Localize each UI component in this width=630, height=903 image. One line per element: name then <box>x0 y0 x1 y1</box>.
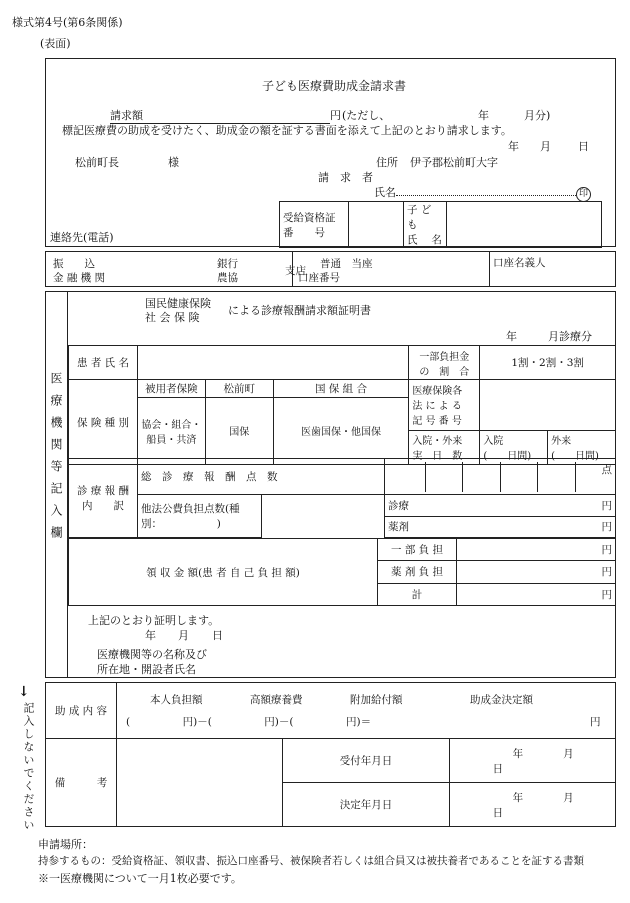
receipt-amount-label: 領 収 金 額(患 者 自 己 負 担 額) <box>69 539 378 606</box>
additional-label: 附加給付額 <box>350 693 403 706</box>
cert-title: による診療報酬請求額証明書 <box>228 304 371 317</box>
arrow-icon: ↓ <box>18 684 30 700</box>
total-field[interactable]: 円 <box>457 583 616 605</box>
insurance-type-label: 保 険 種 別 <box>69 380 138 465</box>
kyokai-option[interactable]: 協会・組合・船員・共済 <box>138 397 206 464</box>
inpatient-days[interactable]: 入院 ( 日間) <box>480 430 548 464</box>
aid-yen: 円 <box>590 715 601 728</box>
receipt-table <box>68 538 616 606</box>
partial-burden-field[interactable]: 円 <box>457 539 616 561</box>
aid-content-label: 助 成 内 容 <box>46 683 117 739</box>
high-cost-label: 高額療養費 <box>250 693 303 706</box>
account-cell[interactable] <box>293 252 490 287</box>
kokuho-option[interactable]: 国保 <box>205 397 273 464</box>
account-holder-label: 口座名義人 <box>493 257 546 269</box>
bring-items: 持参するもの：受給資格証、領収書、振込口座番号、被保険者若しくは組合員又は被扶養者であることを証する書類 <box>38 855 584 867</box>
certify-day: 日 <box>212 629 223 642</box>
seal-stamp-icon: 印 <box>576 187 591 202</box>
aid-content-field[interactable] <box>117 683 616 739</box>
date-month: 月 <box>540 140 551 153</box>
front-side-label: (表面) <box>40 37 71 50</box>
partial-burden-label: 一 部 負 担 <box>378 539 457 561</box>
name-field[interactable] <box>396 195 576 196</box>
account-type: 普通 当座 <box>320 258 373 270</box>
fee-table <box>68 458 616 538</box>
decision-date-field[interactable]: 年 月日 <box>449 783 615 827</box>
bank-table <box>45 251 616 287</box>
transfer-label: 振 込 <box>53 258 95 270</box>
nokyo-label: 農協 <box>217 272 238 284</box>
yakuzai-row[interactable]: 薬剤 円 <box>385 516 616 537</box>
account-holder-cell[interactable] <box>490 252 616 287</box>
branch-label: 支店 <box>285 265 306 277</box>
insurance-shaho: 社 会 保 険 <box>145 311 200 324</box>
bank-institution-cell[interactable] <box>46 252 306 287</box>
days-label: 入院・外来 実 日 数 <box>409 430 480 464</box>
certify-year: 年 <box>145 629 156 642</box>
do-not-write-note: 記入しないでください <box>22 702 35 832</box>
address-value: 伊予郡松前町大字 <box>410 156 498 169</box>
drug-burden-label: 薬 剤 負 担 <box>378 561 457 583</box>
request-title: 子ども医療費助成金請求書 <box>262 79 407 93</box>
sama-label: 様 <box>168 156 179 169</box>
receipt-date-field[interactable]: 年 月日 <box>449 739 615 783</box>
insurance-number-label: 医療保険各 法 に よ る 記 号 番 号 <box>409 380 480 431</box>
self-pay-label: 本人負担額 <box>150 693 203 706</box>
requester-label: 請 求 者 <box>318 171 373 184</box>
patient-name-label: 患 者 氏 名 <box>69 346 138 380</box>
cert-child-table <box>279 201 602 248</box>
yen-unit: 円 <box>330 109 341 122</box>
cert-year: 年 <box>506 330 517 343</box>
child-name-label: 子 ど も 氏 名 <box>404 202 447 248</box>
institution-label: 金 融 機 関 <box>53 272 106 284</box>
footer-note: ※一医療機関について一月1枚必要です。 <box>38 872 242 885</box>
period-month: 月分) <box>524 109 551 122</box>
address-label: 住所 <box>376 156 398 169</box>
request-amount-label: 請求額 <box>110 109 143 122</box>
cert-number-label: 受給資格証 番 号 <box>280 202 349 248</box>
date-day: 日 <box>578 140 589 153</box>
mayor-label: 松前町長 <box>75 156 119 169</box>
insured-label: 被用者保険 <box>138 380 206 398</box>
burden-ratio-label: 一部負担金 の 割 合 <box>409 346 480 380</box>
medical-side-label: 医療機関等記入欄 <box>49 372 63 548</box>
institution-label-2: 所在地・開設者氏名 <box>97 663 196 676</box>
period-year: 年 <box>478 109 489 122</box>
yakuzai-label: 薬剤 <box>388 521 409 534</box>
decision-amount-label: 助成金決定額 <box>470 693 533 706</box>
public-points-label[interactable]: 他法公費負担点数(種別： ) <box>138 495 262 538</box>
total-label: 計 <box>378 583 457 605</box>
request-statement: 標記医療費の助成を受けたく、助成金の額を証する書面を添えて上記のとおり請求します。 <box>62 124 512 137</box>
shinryo-label: 診療 <box>388 499 409 512</box>
patient-table <box>68 345 616 465</box>
certify-text: 上記のとおり証明します。 <box>88 614 220 627</box>
remarks-field[interactable] <box>117 739 283 827</box>
name-label: 氏名 <box>374 186 396 199</box>
outpatient-days[interactable]: 外来 ( 日間) <box>548 430 616 464</box>
total-points-label: 総 診 療 報 酬 点 数 <box>138 459 385 495</box>
burden-ratio-value[interactable]: 1割・2割・3割 <box>480 346 616 380</box>
matsumae-label: 松前町 <box>205 380 273 398</box>
drug-burden-field[interactable]: 円 <box>457 561 616 583</box>
remarks-label: 備 考 <box>46 739 117 827</box>
certify-month: 月 <box>178 629 189 642</box>
office-table <box>45 682 616 827</box>
cert-month: 月診療分 <box>548 330 592 343</box>
cert-number-field[interactable] <box>349 202 404 248</box>
insurance-kokuho: 国民健康保険 <box>145 297 211 310</box>
ishi-kokuho-option[interactable]: 医歯国保・他国保 <box>273 397 409 464</box>
institution-label-1: 医療機関等の名称及び <box>97 648 207 661</box>
total-points-field[interactable] <box>385 459 616 495</box>
aid-formula: ( 円)－( 円)－( 円)＝ <box>126 715 372 728</box>
form-number: 様式第4号(第6条関係) <box>12 16 123 29</box>
receipt-date-label: 受付年月日 <box>283 739 449 783</box>
application-place: 申請場所： <box>38 838 93 851</box>
shinryo-row[interactable]: 診療 円 <box>385 495 616 516</box>
tadashi-text: (ただし、 <box>342 109 391 122</box>
contact-label: 連絡先(電話) <box>50 231 114 244</box>
insurance-number-field[interactable] <box>480 380 616 431</box>
account-number-label: 口座番号 <box>298 272 340 284</box>
date-year: 年 <box>508 140 519 153</box>
name-row <box>374 184 591 202</box>
decision-date-label: 決定年月日 <box>283 783 449 827</box>
points-unit: 点 <box>601 463 612 476</box>
kokuho-union-label: 国 保 組 合 <box>273 380 409 398</box>
child-name-field[interactable] <box>447 202 602 248</box>
fee-breakdown-label: 診 療 報 酬 内 訳 <box>69 459 138 538</box>
patient-name-field[interactable] <box>138 346 409 380</box>
bank-label: 銀行 <box>217 258 238 270</box>
